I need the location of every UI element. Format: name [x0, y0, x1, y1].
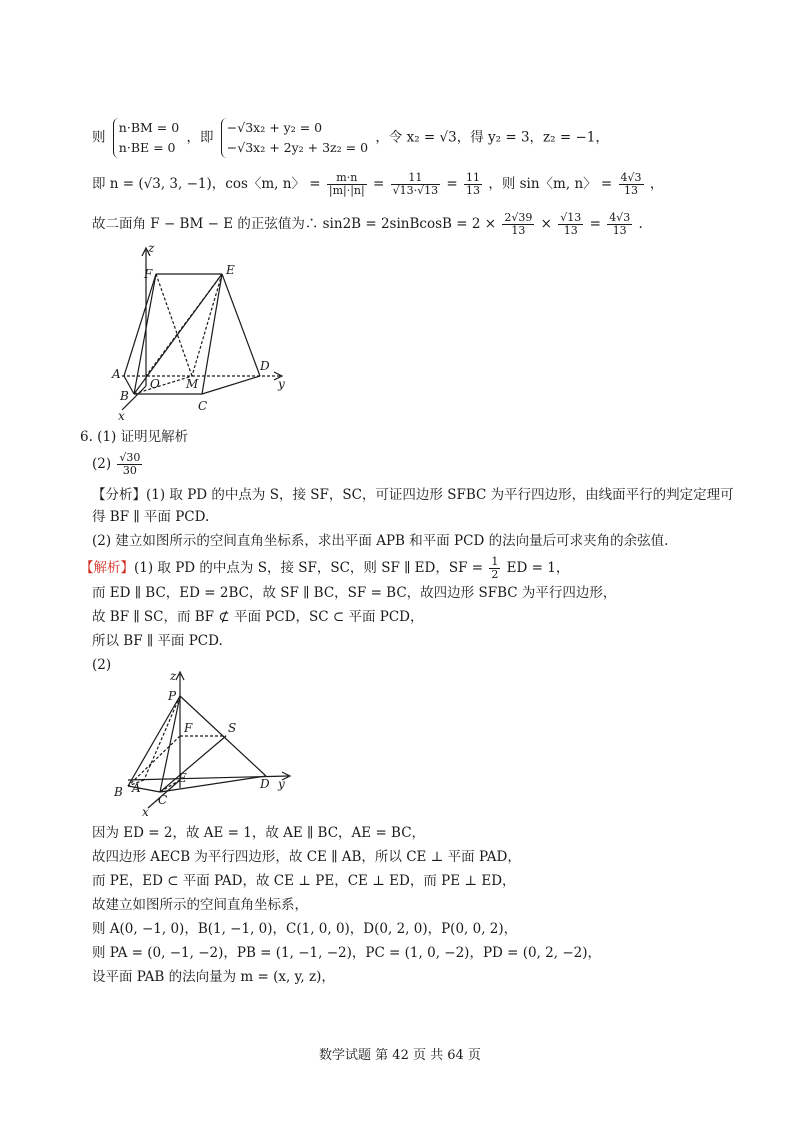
equation: n·BE = 0 — [118, 140, 176, 155]
denominator: 13 — [563, 224, 578, 237]
label-y: y — [278, 777, 285, 791]
edge-ED — [222, 274, 260, 376]
text: ，即 — [186, 129, 214, 146]
fraction — [502, 212, 534, 237]
text: 即 n = (√3, 3, −1)，cos〈m, n〉 = — [92, 176, 321, 192]
numerator: 2√39 — [504, 211, 533, 224]
analysis-line-1 — [92, 486, 734, 504]
text: ED = 1， — [506, 560, 570, 576]
after-line-5: 则 A(0, −1, 0)，B(1, −1, 0)，C(1, 0, 0)，D(0, 2, 0)，P(0, 0, 2)， — [92, 921, 518, 937]
denominator: 13 — [612, 224, 627, 237]
denominator: √13·√13 — [392, 184, 439, 197]
text: × — [540, 216, 552, 232]
after-line-7: 设平面 PAB 的法向量为 m = (x, y, z)， — [92, 969, 335, 985]
label-P: P — [168, 689, 177, 703]
after-line-6: 则 PA = (0, −1, −2)，PB = (1, −1, −2)，PC = (1, 0, −2)，PD = (0, 2, −2)， — [92, 945, 602, 961]
after-line-4: 故建立如图所示的空间直角坐标系， — [92, 897, 308, 913]
label-x: x — [142, 805, 149, 818]
label-B: B — [114, 785, 123, 799]
fraction — [117, 452, 142, 477]
fraction — [558, 212, 583, 237]
equation-line-3 — [92, 212, 643, 237]
page-footer: 数学试题 第 42 页 共 64 页 — [319, 1048, 481, 1063]
label-x: x — [118, 409, 125, 423]
label-B: B — [120, 389, 129, 403]
label-F: F — [144, 267, 153, 281]
analysis-line-2: 得 BF ∥ 平面 PCD. — [92, 509, 210, 525]
label-A: A — [112, 367, 121, 381]
label-M: M — [186, 377, 199, 391]
equation: −√3x₂ + y₂ = 0 — [226, 120, 323, 135]
figure-1-solid — [110, 238, 300, 423]
label-D: D — [260, 359, 270, 373]
label-z: z — [170, 669, 177, 683]
equation-system-2 — [221, 118, 368, 158]
label-A: A — [132, 781, 141, 795]
question-6-part2 — [92, 452, 144, 477]
figure-2-pyramid — [108, 668, 308, 818]
equation-system-1 — [113, 118, 179, 158]
label-E: E — [178, 771, 187, 785]
after-line-1: 因为 ED = 2，故 AE = 1，故 AE ∥ BC，AE = BC， — [92, 825, 426, 841]
numerator: m·n — [327, 172, 367, 185]
solution-line-3: 故 BF ∥ SC，而 BF ⊄ 平面 PCD，SC ⊂ 平面 PCD， — [92, 609, 424, 625]
numerator: √13 — [560, 211, 582, 224]
fraction — [464, 172, 482, 197]
analysis-line-3: (2) 建立如图所示的空间直角坐标系，求出平面 APB 和平面 PCD 的法向量后可求夹角的余弦值. — [92, 533, 669, 549]
numerator: 1 — [491, 555, 499, 568]
dashed-FM — [156, 274, 192, 376]
label-O: O — [150, 377, 160, 391]
text: 故二面角 F − BM − E 的正弦值为∴ sin2B = 2sinBcosB = 2 × — [92, 216, 497, 232]
numerator: 4√3 — [609, 211, 631, 224]
question-6-part1: 6. (1) 证明见解析 — [80, 429, 189, 445]
after-line-3: 而 PE，ED ⊂ 平面 PAD，故 CE ⊥ PE，CE ⊥ ED，而 PE ⊥ ED， — [92, 873, 516, 889]
denominator: 13 — [466, 184, 481, 197]
numerator: 11 — [466, 171, 481, 184]
text: = — [373, 176, 385, 192]
label-C: C — [198, 399, 208, 413]
text: = — [589, 216, 601, 232]
label-C: C — [158, 793, 168, 807]
edge-CD — [202, 376, 260, 394]
equation: n·BM = 0 — [118, 120, 180, 135]
label-F: F — [184, 721, 193, 735]
edge-PB — [128, 696, 180, 786]
equation-line-2 — [92, 172, 663, 197]
denominator: 13 — [624, 184, 639, 197]
denominator: 2 — [491, 568, 499, 581]
denominator: 13 — [511, 224, 526, 237]
text: ，令 x₂ = √3，得 y₂ = 3，z₂ = −1， — [375, 129, 609, 146]
text: (2) — [92, 456, 112, 472]
solution-line-5: (2) — [92, 657, 112, 673]
solution-line-4: 所以 BF ∥ 平面 PCD. — [92, 633, 223, 649]
text: (1) 取 PD 的中点为 S，接 SF，SC，可证四边形 SFBC 为平行四边形，由线面平行的判定定理可 — [146, 487, 734, 503]
text: . — [638, 216, 643, 232]
label-z: z — [148, 241, 155, 255]
label-E: E — [226, 263, 235, 277]
label-D: D — [260, 777, 270, 791]
solution-tag: 【解析】 — [80, 560, 134, 576]
dashed-BM — [134, 376, 192, 394]
analysis-tag: 【分析】 — [92, 487, 146, 503]
label-S: S — [228, 721, 237, 735]
fraction — [327, 172, 367, 197]
text: ， — [649, 176, 664, 192]
denominator: 30 — [122, 464, 137, 477]
numerator: √30 — [119, 451, 141, 464]
text: ，则 sin〈m, n〉 = — [488, 176, 613, 192]
fraction — [391, 172, 441, 197]
fraction — [607, 212, 632, 237]
label-y: y — [278, 377, 285, 391]
denominator: |m|·|n| — [328, 184, 365, 197]
after-line-2: 故四边形 AECB 为平行四边形，故 CE ∥ AB，所以 CE ⊥ 平面 PAD， — [92, 849, 521, 865]
text: = — [446, 176, 458, 192]
equation: −√3x₂ + 2y₂ + 3z₂ = 0 — [226, 140, 369, 155]
numerator: 4√3 — [620, 171, 642, 184]
solution-line-2: 而 ED ∥ BC，ED = 2BC，故 SF ∥ BC，SF = BC，故四边形 SFBC 为平行四边形， — [92, 585, 617, 601]
fraction — [489, 556, 500, 581]
equation-line-1 — [92, 118, 609, 158]
text: 则 — [92, 129, 106, 146]
solution-line-1 — [80, 556, 569, 581]
numerator: 11 — [391, 172, 441, 185]
fraction — [619, 172, 644, 197]
dashed-PA — [144, 696, 180, 780]
text: (1) 取 PD 的中点为 S，接 SF，SC，则 SF ∥ ED，SF = — [134, 560, 484, 576]
